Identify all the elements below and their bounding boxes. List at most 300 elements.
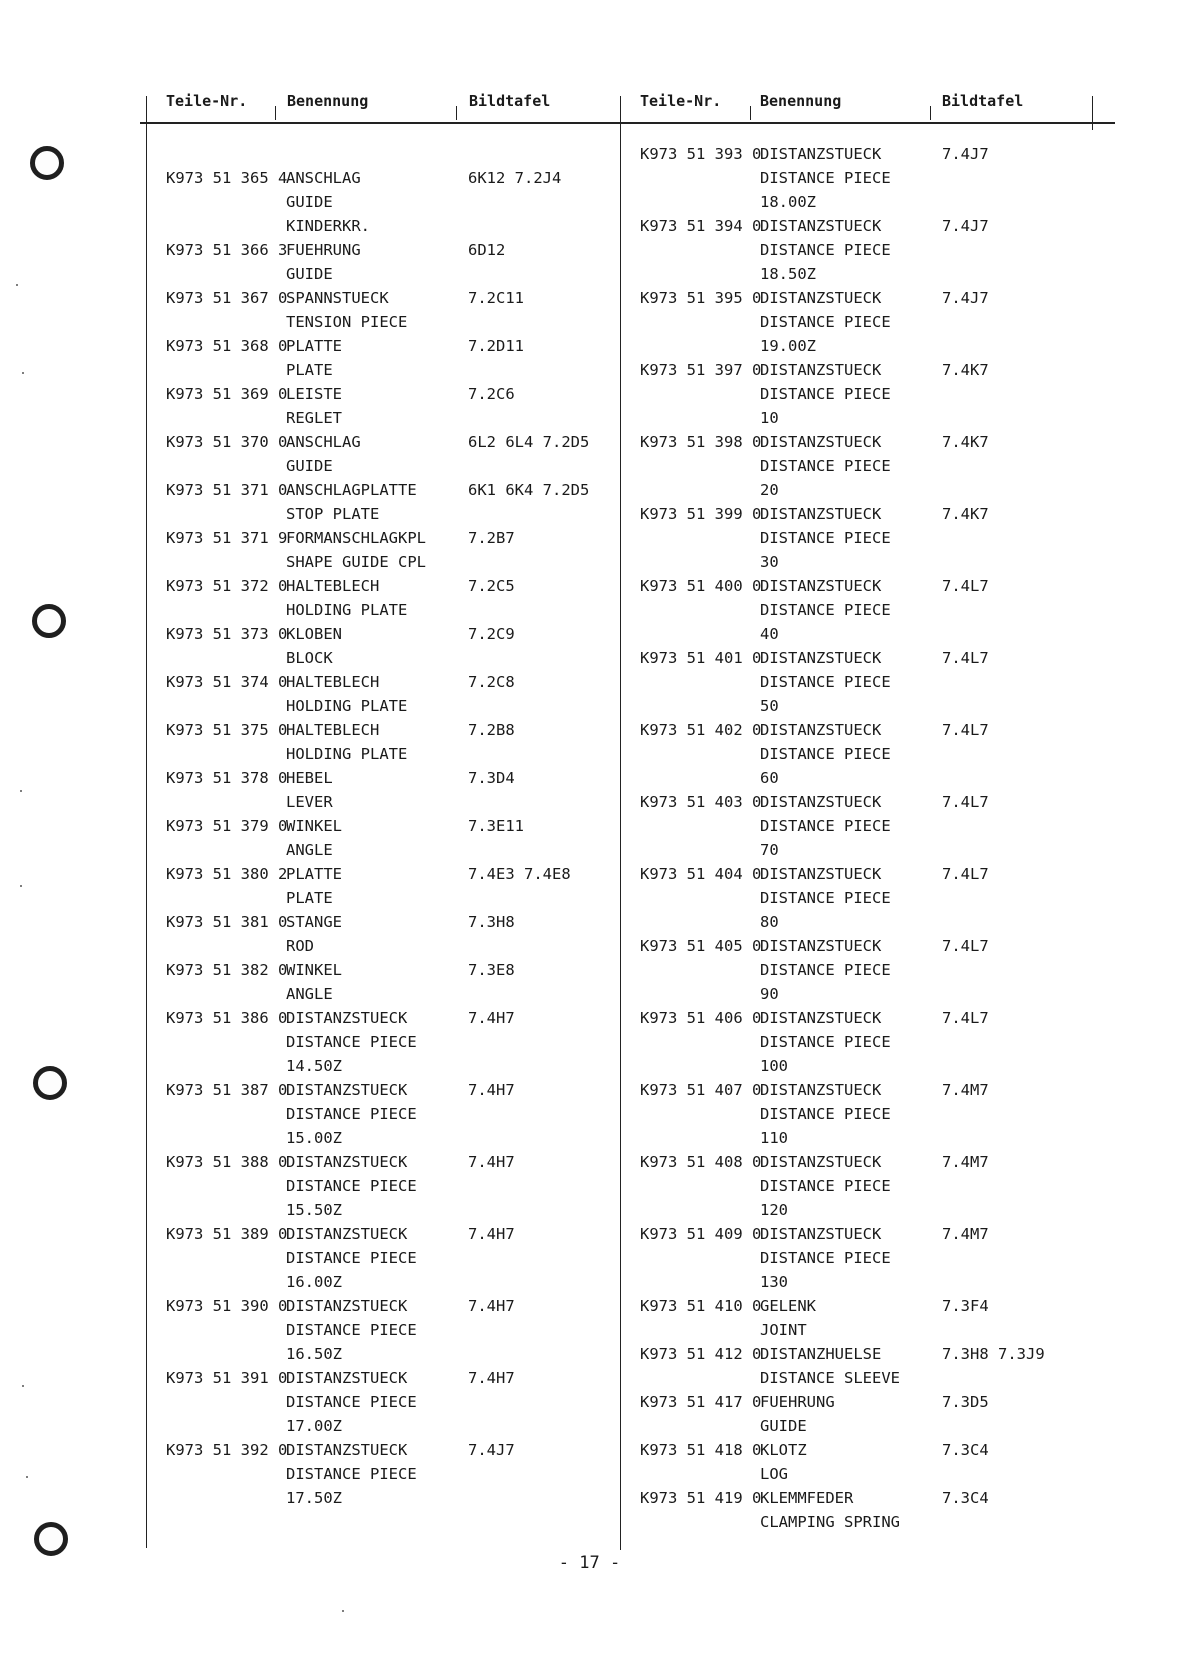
scan-speck bbox=[22, 372, 24, 374]
plate-reference bbox=[942, 622, 1082, 646]
part-name-translation: 15.00Z bbox=[286, 1129, 342, 1147]
part-number bbox=[640, 526, 760, 550]
parts-entry-continuation bbox=[166, 214, 608, 238]
part-name-translation: DISTANCE PIECE bbox=[286, 1105, 417, 1123]
parts-entry-line bbox=[166, 862, 608, 886]
part-name: DISTANZSTUECK bbox=[760, 433, 882, 451]
parts-entry-continuation bbox=[640, 1510, 1082, 1534]
part-number: K973 51 382 0 bbox=[166, 961, 288, 979]
page-number: - 17 - bbox=[558, 1553, 621, 1573]
parts-entry-continuation bbox=[640, 1174, 1082, 1198]
part-number bbox=[640, 382, 760, 406]
parts-entry-continuation bbox=[166, 1246, 608, 1270]
part-name: STANGE bbox=[286, 913, 342, 931]
plate-reference bbox=[942, 886, 1082, 910]
part-name: DISTANZSTUECK bbox=[286, 1153, 408, 1171]
header-name-left: Benennung bbox=[287, 92, 369, 110]
part-name-translation: DISTANCE PIECE bbox=[760, 529, 891, 547]
parts-entry-continuation bbox=[166, 358, 608, 382]
part-name-translation: GUIDE bbox=[286, 193, 333, 211]
part-number bbox=[166, 694, 286, 718]
parts-entry-line bbox=[640, 358, 1082, 382]
plate-reference bbox=[468, 646, 608, 670]
parts-entry bbox=[640, 286, 1082, 358]
part-name-translation: DISTANCE PIECE bbox=[760, 1033, 891, 1051]
part-name-translation: 19.00Z bbox=[760, 337, 816, 355]
part-name: DISTANZSTUECK bbox=[760, 1225, 882, 1243]
parts-entry bbox=[166, 1222, 608, 1294]
parts-entry-continuation bbox=[166, 598, 608, 622]
parts-entry bbox=[640, 142, 1082, 214]
part-number: K973 51 393 0 bbox=[640, 145, 762, 163]
part-number: K973 51 404 0 bbox=[640, 865, 762, 883]
plate-reference: 7.3C4 bbox=[942, 1441, 989, 1459]
punch-hole-icon bbox=[34, 1522, 68, 1556]
parts-entry-line bbox=[166, 910, 608, 934]
plate-reference: 7.4H7 bbox=[468, 1081, 515, 1099]
plate-reference: 7.4M7 bbox=[942, 1081, 989, 1099]
parts-entry-continuation bbox=[166, 1414, 608, 1438]
part-name: KLOBEN bbox=[286, 625, 342, 643]
plate-reference bbox=[468, 934, 608, 958]
header-divider bbox=[930, 106, 931, 120]
header-part-no-left: Teile-Nr. bbox=[166, 92, 248, 110]
parts-entry bbox=[166, 862, 608, 910]
part-number: K973 51 368 0 bbox=[166, 337, 288, 355]
plate-reference bbox=[942, 310, 1082, 334]
part-name: DISTANZSTUECK bbox=[760, 289, 882, 307]
part-name-translation: 10 bbox=[760, 409, 779, 427]
parts-entry-continuation bbox=[640, 910, 1082, 934]
part-number bbox=[640, 406, 760, 430]
part-name-translation: 90 bbox=[760, 985, 779, 1003]
plate-reference bbox=[942, 838, 1082, 862]
parts-entry-continuation bbox=[640, 166, 1082, 190]
parts-entry bbox=[166, 382, 608, 430]
parts-entry-continuation bbox=[640, 550, 1082, 574]
plate-reference bbox=[942, 766, 1082, 790]
part-number: K973 51 409 0 bbox=[640, 1225, 762, 1243]
part-number: K973 51 365 4 bbox=[166, 169, 288, 187]
plate-reference bbox=[468, 406, 608, 430]
part-name: DISTANZSTUECK bbox=[286, 1225, 408, 1243]
parts-entry-continuation bbox=[640, 598, 1082, 622]
parts-entry bbox=[640, 718, 1082, 790]
part-number bbox=[166, 1174, 286, 1198]
part-name-translation: HOLDING PLATE bbox=[286, 697, 408, 715]
part-number: K973 51 395 0 bbox=[640, 289, 762, 307]
header-divider bbox=[456, 106, 457, 120]
parts-entry-continuation bbox=[640, 334, 1082, 358]
part-number bbox=[166, 1102, 286, 1126]
header-plate-right: Bildtafel bbox=[942, 92, 1024, 110]
part-name-translation: BLOCK bbox=[286, 649, 333, 667]
parts-entry-continuation bbox=[166, 1462, 608, 1486]
parts-entry-continuation bbox=[166, 1030, 608, 1054]
plate-reference bbox=[942, 598, 1082, 622]
part-name: DISTANZSTUECK bbox=[760, 793, 882, 811]
parts-entry-continuation bbox=[166, 1318, 608, 1342]
part-number bbox=[640, 838, 760, 862]
part-number bbox=[166, 646, 286, 670]
part-name-translation: DISTANCE PIECE bbox=[760, 673, 891, 691]
plate-reference: 7.2C9 bbox=[468, 625, 515, 643]
parts-entry-line bbox=[640, 1438, 1082, 1462]
parts-entry-continuation bbox=[640, 1414, 1082, 1438]
plate-reference bbox=[468, 214, 608, 238]
parts-entry bbox=[166, 958, 608, 1006]
plate-reference: 7.3E11 bbox=[468, 817, 524, 835]
part-number bbox=[640, 1414, 760, 1438]
part-name-translation: 130 bbox=[760, 1273, 788, 1291]
part-number bbox=[640, 454, 760, 478]
parts-entry-line bbox=[640, 142, 1082, 166]
scan-speck bbox=[342, 1610, 344, 1612]
plate-reference: 7.2D11 bbox=[468, 337, 524, 355]
part-number bbox=[166, 190, 286, 214]
part-name: PLATTE bbox=[286, 865, 342, 883]
parts-entry bbox=[640, 574, 1082, 646]
part-number: K973 51 372 0 bbox=[166, 577, 288, 595]
parts-entry-line bbox=[166, 526, 608, 550]
parts-entry-line bbox=[640, 790, 1082, 814]
parts-entry-continuation bbox=[640, 1102, 1082, 1126]
parts-entry bbox=[640, 430, 1082, 502]
part-name-translation: KINDERKR. bbox=[286, 217, 370, 235]
header-divider bbox=[275, 106, 276, 120]
scan-speck bbox=[16, 284, 18, 286]
plate-reference: 7.4M7 bbox=[942, 1225, 989, 1243]
parts-entry-line bbox=[640, 646, 1082, 670]
part-name-translation: DISTANCE PIECE bbox=[760, 1105, 891, 1123]
parts-entry bbox=[166, 622, 608, 670]
part-number: K973 51 392 0 bbox=[166, 1441, 288, 1459]
parts-entry-line bbox=[640, 1294, 1082, 1318]
parts-entry-line bbox=[166, 670, 608, 694]
part-name-translation: 15.50Z bbox=[286, 1201, 342, 1219]
parts-entry bbox=[166, 478, 608, 526]
part-number bbox=[166, 1486, 286, 1510]
part-number bbox=[640, 694, 760, 718]
parts-entry-continuation bbox=[166, 790, 608, 814]
part-name: SPANNSTUECK bbox=[286, 289, 389, 307]
parts-entry bbox=[166, 526, 608, 574]
part-number bbox=[640, 598, 760, 622]
part-name: DISTANZSTUECK bbox=[760, 1153, 882, 1171]
part-number: K973 51 374 0 bbox=[166, 673, 288, 691]
part-name-translation: ANGLE bbox=[286, 985, 333, 1003]
part-number: K973 51 371 0 bbox=[166, 481, 288, 499]
part-name-translation: JOINT bbox=[760, 1321, 807, 1339]
part-number: K973 51 402 0 bbox=[640, 721, 762, 739]
part-name: HALTEBLECH bbox=[286, 721, 380, 739]
parts-entry-line bbox=[640, 502, 1082, 526]
part-number bbox=[640, 910, 760, 934]
plate-reference: 7.4H7 bbox=[468, 1297, 515, 1315]
plate-reference: 7.4L7 bbox=[942, 1009, 989, 1027]
header-name-right: Benennung bbox=[760, 92, 842, 110]
parts-entry bbox=[166, 430, 608, 478]
part-number bbox=[166, 1126, 286, 1150]
plate-reference: 7.4L7 bbox=[942, 865, 989, 883]
parts-entry bbox=[640, 790, 1082, 862]
part-name: DISTANZSTUECK bbox=[286, 1369, 408, 1387]
parts-entry-continuation bbox=[640, 838, 1082, 862]
plate-reference bbox=[468, 598, 608, 622]
parts-entry-line bbox=[166, 238, 608, 262]
parts-entry bbox=[166, 814, 608, 862]
plate-reference bbox=[942, 1246, 1082, 1270]
part-name: LEISTE bbox=[286, 385, 342, 403]
parts-entry-continuation bbox=[166, 646, 608, 670]
part-number bbox=[166, 310, 286, 334]
plate-reference: 7.2C5 bbox=[468, 577, 515, 595]
part-number bbox=[640, 742, 760, 766]
parts-entry-continuation bbox=[166, 742, 608, 766]
part-name: DISTANZSTUECK bbox=[286, 1441, 408, 1459]
parts-entry-line bbox=[166, 1006, 608, 1030]
part-number: K973 51 366 3 bbox=[166, 241, 288, 259]
part-number: K973 51 389 0 bbox=[166, 1225, 288, 1243]
parts-entry-line bbox=[166, 1294, 608, 1318]
plate-reference bbox=[942, 1198, 1082, 1222]
plate-reference: 7.3F4 bbox=[942, 1297, 989, 1315]
plate-reference bbox=[942, 1462, 1082, 1486]
part-number bbox=[166, 454, 286, 478]
part-name-translation: DISTANCE PIECE bbox=[760, 889, 891, 907]
parts-entry-line bbox=[166, 478, 608, 502]
plate-reference: 7.2C11 bbox=[468, 289, 524, 307]
plate-reference: 7.4L7 bbox=[942, 721, 989, 739]
plate-reference bbox=[468, 550, 608, 574]
part-number bbox=[640, 1030, 760, 1054]
parts-entry bbox=[166, 574, 608, 622]
plate-reference bbox=[468, 1318, 608, 1342]
plate-reference: 7.4M7 bbox=[942, 1153, 989, 1171]
plate-reference: 7.3E8 bbox=[468, 961, 515, 979]
part-number bbox=[640, 1054, 760, 1078]
parts-entry bbox=[640, 358, 1082, 430]
parts-entry bbox=[166, 1294, 608, 1366]
parts-entry bbox=[640, 1342, 1082, 1390]
plate-reference: 7.4J7 bbox=[942, 289, 989, 307]
spacer bbox=[166, 142, 608, 166]
part-name: HALTEBLECH bbox=[286, 673, 380, 691]
part-name-translation: DISTANCE PIECE bbox=[760, 745, 891, 763]
part-number: K973 51 381 0 bbox=[166, 913, 288, 931]
parts-entry bbox=[640, 1294, 1082, 1342]
plate-reference: 7.4H7 bbox=[468, 1369, 515, 1387]
part-name-translation: 40 bbox=[760, 625, 779, 643]
plate-reference bbox=[942, 166, 1082, 190]
plate-reference: 6D12 bbox=[468, 241, 506, 259]
part-number bbox=[640, 622, 760, 646]
part-number bbox=[640, 1462, 760, 1486]
parts-entry-continuation bbox=[166, 1342, 608, 1366]
scan-speck bbox=[20, 885, 22, 887]
parts-entry-continuation bbox=[166, 1390, 608, 1414]
parts-entry-continuation bbox=[166, 1486, 608, 1510]
plate-reference bbox=[468, 886, 608, 910]
part-name: ANSCHLAG bbox=[286, 433, 361, 451]
parts-entry-continuation bbox=[640, 886, 1082, 910]
part-name-translation: 80 bbox=[760, 913, 779, 931]
part-name: FUEHRUNG bbox=[286, 241, 361, 259]
parts-entry bbox=[166, 334, 608, 382]
plate-reference bbox=[942, 526, 1082, 550]
plate-reference: 7.2C6 bbox=[468, 385, 515, 403]
parts-entry-continuation bbox=[166, 1198, 608, 1222]
parts-entry-line bbox=[166, 430, 608, 454]
parts-entry bbox=[166, 286, 608, 334]
part-number: K973 51 418 0 bbox=[640, 1441, 762, 1459]
plate-reference bbox=[942, 1126, 1082, 1150]
parts-entry-continuation bbox=[166, 502, 608, 526]
part-number: K973 51 379 0 bbox=[166, 817, 288, 835]
part-name: WINKEL bbox=[286, 817, 342, 835]
parts-entry-continuation bbox=[166, 694, 608, 718]
part-number bbox=[166, 1318, 286, 1342]
plate-reference bbox=[942, 982, 1082, 1006]
part-name-translation: DISTANCE PIECE bbox=[286, 1177, 417, 1195]
plate-reference: 7.3C4 bbox=[942, 1489, 989, 1507]
part-name-translation: 17.00Z bbox=[286, 1417, 342, 1435]
plate-reference bbox=[468, 1246, 608, 1270]
part-name-translation: STOP PLATE bbox=[286, 505, 380, 523]
part-name-translation: DISTANCE PIECE bbox=[760, 241, 891, 259]
part-name-translation: GUIDE bbox=[760, 1417, 807, 1435]
plate-reference bbox=[468, 262, 608, 286]
part-name: DISTANZSTUECK bbox=[760, 1009, 882, 1027]
plate-reference bbox=[468, 1126, 608, 1150]
part-name-translation: ANGLE bbox=[286, 841, 333, 859]
part-number bbox=[166, 934, 286, 958]
punch-hole-icon bbox=[30, 146, 64, 180]
part-name-translation: 17.50Z bbox=[286, 1489, 342, 1507]
part-name: WINKEL bbox=[286, 961, 342, 979]
part-name-translation: 16.00Z bbox=[286, 1273, 342, 1291]
plate-reference: 6K12 7.2J4 bbox=[468, 169, 562, 187]
punch-hole-icon bbox=[33, 1066, 67, 1100]
part-number: K973 51 397 0 bbox=[640, 361, 762, 379]
part-name: DISTANZSTUECK bbox=[760, 505, 882, 523]
part-name: DISTANZSTUECK bbox=[760, 361, 882, 379]
part-number bbox=[166, 262, 286, 286]
parts-entry-continuation bbox=[166, 190, 608, 214]
part-number bbox=[640, 238, 760, 262]
part-name-translation: DISTANCE PIECE bbox=[760, 1177, 891, 1195]
part-name-translation: 50 bbox=[760, 697, 779, 715]
parts-entry-continuation bbox=[166, 1102, 608, 1126]
part-number bbox=[640, 670, 760, 694]
parts-entry-continuation bbox=[166, 838, 608, 862]
part-number: K973 51 403 0 bbox=[640, 793, 762, 811]
parts-entry bbox=[166, 1006, 608, 1078]
part-name-translation: 30 bbox=[760, 553, 779, 571]
parts-entry-line bbox=[640, 286, 1082, 310]
part-number bbox=[166, 1054, 286, 1078]
plate-reference bbox=[942, 1270, 1082, 1294]
part-number: K973 51 371 9 bbox=[166, 529, 288, 547]
scan-speck bbox=[26, 1476, 28, 1478]
part-number bbox=[166, 742, 286, 766]
part-number: K973 51 401 0 bbox=[640, 649, 762, 667]
part-number bbox=[640, 166, 760, 190]
plate-reference bbox=[468, 454, 608, 478]
part-number: K973 51 394 0 bbox=[640, 217, 762, 235]
part-name: DISTANZSTUECK bbox=[286, 1297, 408, 1315]
parts-entry-continuation bbox=[166, 934, 608, 958]
plate-reference bbox=[468, 1342, 608, 1366]
parts-entry-continuation bbox=[166, 454, 608, 478]
part-number bbox=[166, 598, 286, 622]
part-name: DISTANZSTUECK bbox=[760, 721, 882, 739]
part-name: DISTANZSTUECK bbox=[286, 1009, 408, 1027]
plate-reference: 7.4H7 bbox=[468, 1009, 515, 1027]
parts-entry-continuation bbox=[640, 406, 1082, 430]
part-number bbox=[640, 1126, 760, 1150]
part-name-translation: ROD bbox=[286, 937, 314, 955]
plate-reference bbox=[942, 1318, 1082, 1342]
parts-entry-continuation bbox=[640, 622, 1082, 646]
part-number bbox=[640, 886, 760, 910]
part-name-translation: DISTANCE PIECE bbox=[286, 1033, 417, 1051]
part-number bbox=[640, 310, 760, 334]
parts-entry-line bbox=[166, 814, 608, 838]
plate-reference bbox=[468, 694, 608, 718]
plate-reference bbox=[942, 1414, 1082, 1438]
part-number bbox=[640, 1270, 760, 1294]
parts-column-right bbox=[640, 142, 1082, 1534]
scan-speck bbox=[22, 1385, 24, 1387]
parts-entry-continuation bbox=[640, 694, 1082, 718]
part-number bbox=[166, 1414, 286, 1438]
plate-reference: 7.3H8 bbox=[468, 913, 515, 931]
parts-entry-line bbox=[640, 574, 1082, 598]
part-number: K973 51 387 0 bbox=[166, 1081, 288, 1099]
part-number bbox=[640, 958, 760, 982]
plate-reference bbox=[468, 838, 608, 862]
parts-entry bbox=[166, 1150, 608, 1222]
parts-entry-line bbox=[166, 1438, 608, 1462]
plate-reference bbox=[468, 1414, 608, 1438]
part-name: DISTANZSTUECK bbox=[760, 649, 882, 667]
parts-entry-line bbox=[166, 334, 608, 358]
parts-entry bbox=[640, 1150, 1082, 1222]
plate-reference: 7.2B7 bbox=[468, 529, 515, 547]
part-number bbox=[166, 358, 286, 382]
parts-entry-continuation bbox=[166, 1270, 608, 1294]
plate-reference bbox=[942, 1102, 1082, 1126]
parts-entry-continuation bbox=[640, 1462, 1082, 1486]
part-number bbox=[640, 766, 760, 790]
plate-reference: 7.4K7 bbox=[942, 433, 989, 451]
part-name-translation: 18.50Z bbox=[760, 265, 816, 283]
part-name-translation: HOLDING PLATE bbox=[286, 745, 408, 763]
plate-reference bbox=[942, 910, 1082, 934]
part-name: ANSCHLAG bbox=[286, 169, 361, 187]
part-number: K973 51 375 0 bbox=[166, 721, 288, 739]
part-number bbox=[640, 982, 760, 1006]
plate-reference bbox=[942, 262, 1082, 286]
parts-entry bbox=[640, 1006, 1082, 1078]
parts-entry-continuation bbox=[640, 1366, 1082, 1390]
plate-reference bbox=[942, 190, 1082, 214]
part-name-translation: DISTANCE PIECE bbox=[760, 1249, 891, 1267]
part-number bbox=[640, 478, 760, 502]
part-number: K973 51 405 0 bbox=[640, 937, 762, 955]
part-name-translation: DISTANCE PIECE bbox=[286, 1465, 417, 1483]
